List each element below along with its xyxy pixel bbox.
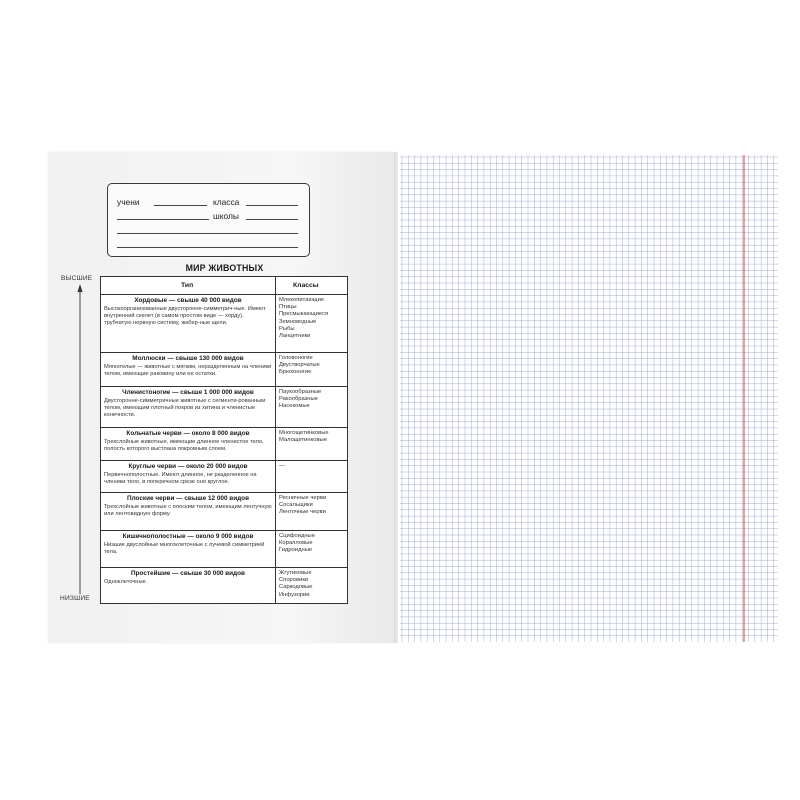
cell-type [104,355,272,378]
cell-type [104,570,272,586]
animal-class-name: Ракообразные [279,396,318,403]
cell-classes [279,495,347,517]
cell-type [104,495,272,518]
cell-classes [279,570,347,599]
animal-class-name: Млекопитающие [279,297,325,303]
animal-class-name: Паукообразные [279,389,322,395]
animal-class-name: Брюхоногие [279,369,312,376]
cell-type [104,389,272,420]
cell-classes [279,297,347,340]
cell-classes [279,533,347,555]
cell-type [104,430,272,453]
label-line-class [246,205,298,206]
cell-type [104,533,272,556]
animal-kingdom-table [100,276,348,604]
scale-bottom-label: НИЗШИЕ [60,595,90,602]
cell-classes [279,355,347,377]
animal-type-name: Плоские черви — свыше 12 000 видов [126,495,250,502]
scale-top-label: ВЫСШИЕ [61,275,93,282]
animal-type-name: Членистоногие — свыше 1 000 000 видов [122,389,254,396]
animal-class-name: Насекомые [279,403,310,410]
label-student: учени [117,197,140,207]
animal-type-description: Трехслойные животные, имеющие длинное членистое тело, полость которого выстлана покровным слоем. [104,439,264,453]
animal-type-name: Кольчатые черви — около 8 000 видов [126,430,250,437]
label-line-student [154,205,207,206]
animal-class-name: Рыбы [279,325,295,332]
animal-type-description: Мягкотелые — животные с мягким, неразделенным на членики телом, имеющие раковину или ее остатки. [104,364,272,378]
header-type: Тип [181,282,194,289]
animal-class-name: Сосальщики [279,502,313,509]
table-row [101,386,347,428]
label-line-4 [117,247,298,248]
animal-type-description: Двусторонне-симметричные животные с сегменти-рованным телом, имеющим плотный покров из хитина и членистые конечности. [104,398,266,419]
cell-classes [279,389,347,411]
table-row [101,530,347,568]
animal-class-name: Споровики [279,577,309,584]
animal-class-name: Ленточные черви [279,509,326,516]
table-title: МИР ЖИВОТНЫХ [185,263,264,273]
animal-class-name: Птицы [279,304,297,311]
table-row [101,352,347,387]
table-row [101,427,347,461]
animal-class-name: — [279,463,285,469]
animal-class-name: Ланцетники [279,333,311,340]
animal-type-name: Круглые черви — около 20 000 видов [128,463,248,470]
label-class: класса [213,197,240,207]
animal-type-description: Первичнополостные. Имеют длинное, не разделенное на членики тело, в поперечном срезе оно круглое. [104,472,257,486]
label-line-2a [117,219,209,220]
animal-class-name: Многощетинковые [279,430,329,436]
animal-type-description: Высокоорганизованные двусторонне-симметрич-ные. Имеют внутренний скелет (в самом простом виде — хорду), трубчатую нервную систему, жабер-ные щели. [104,306,266,327]
animal-type-description: Одноклеточные. [104,579,148,585]
label-line-school [246,219,298,220]
animal-class-name: Гидроидные [279,547,313,554]
table-row [101,460,347,493]
animal-class-name: Инфузории [279,591,310,598]
animal-type-description: Низшие двуслойные многоклеточные с лучевой симметрией тела. [104,542,265,556]
table-row [101,492,347,531]
animal-class-name: Головоногие [279,355,313,361]
animal-class-name: Коралловые [279,540,313,547]
animal-type-name: Хордовые — свыше 40 000 видов [134,297,242,304]
animal-type-name: Простейшие — свыше 30 000 видов [131,570,245,577]
animal-class-name: Пресмыкающиеся [279,311,329,318]
label-school: школы [213,211,239,221]
animal-type-description: Трехслойные животные с плоским телом, имеющим лентучную или лентовидную форму. [104,504,272,518]
label-line-3 [117,233,298,234]
cell-type [104,463,272,486]
animal-class-name: Двустворчатые [279,362,320,369]
cell-classes [279,463,347,470]
animal-type-name: Моллюски — свыше 130 000 видов [132,355,244,362]
animal-type-name: Кишечнополостные — около 9 000 видов [122,533,254,540]
header-classes: Классы [293,282,319,289]
animal-class-name: Ресничные черви [279,495,327,501]
owner-label-box [107,183,310,257]
animal-class-name: Саркодовые [279,584,313,591]
table-row [101,567,347,605]
cell-type [104,297,272,328]
evolution-arrow-icon [77,284,83,594]
animal-class-name: Малощетинковые [279,437,327,444]
animal-class-name: Сцифоидные [279,533,315,539]
table-row [101,294,347,353]
table-header [101,277,347,295]
cell-classes [279,430,347,444]
animal-class-name: Земноводные [279,318,317,325]
animal-class-name: Жгутиковые [279,570,312,576]
